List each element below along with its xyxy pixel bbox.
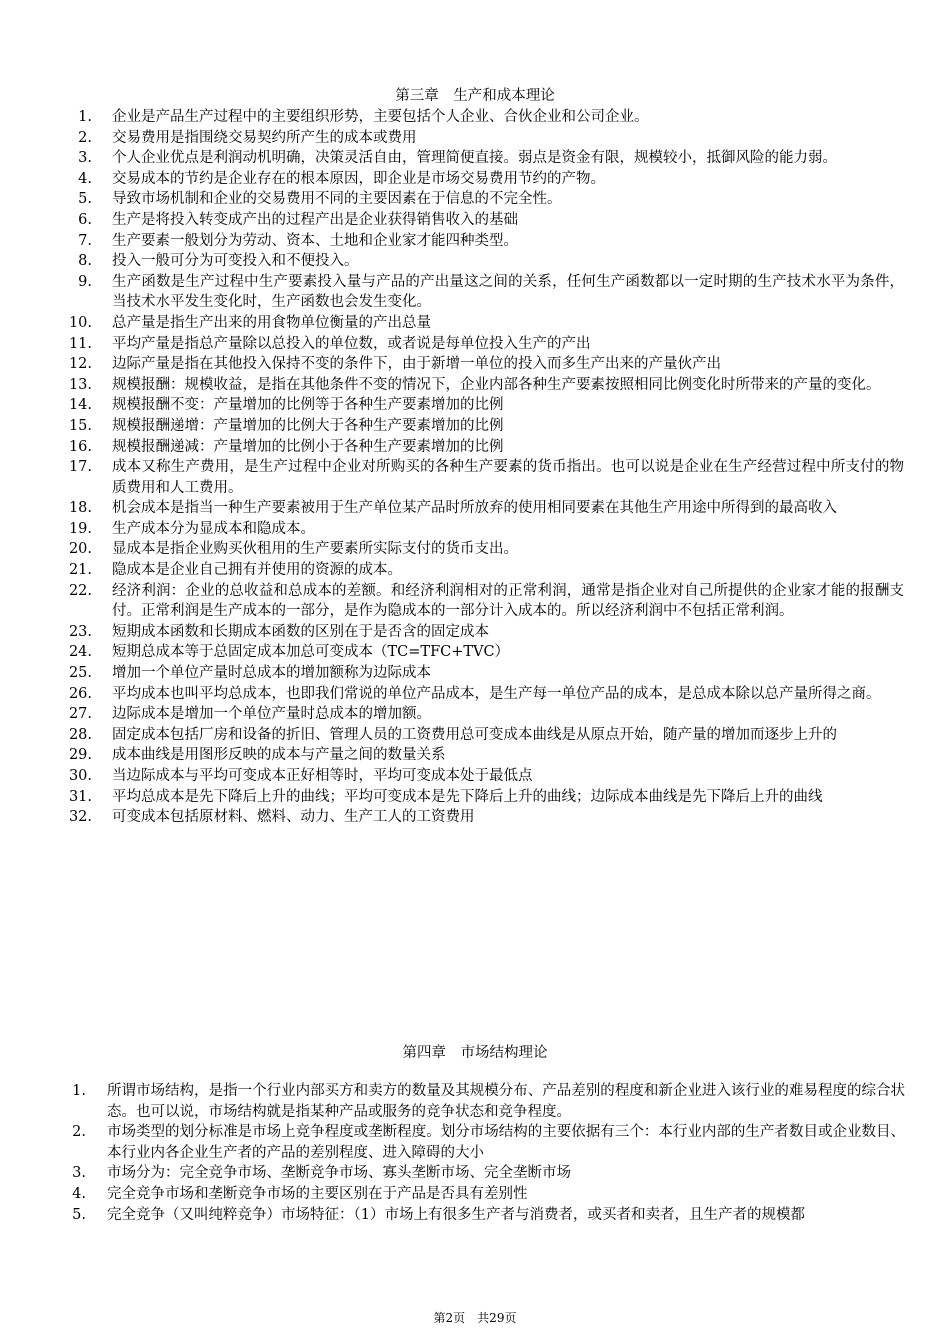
- item-number: 2.: [72, 1124, 86, 1141]
- item-number: 20.: [68, 541, 92, 558]
- item-number: 24.: [68, 644, 92, 661]
- item-text: 短期成本函数和长期成本函数的区别在于是否含的固定成本: [112, 623, 489, 640]
- item-number: 14.: [68, 397, 92, 414]
- item-number: 31.: [68, 788, 92, 805]
- list-item: [0, 313, 950, 334]
- item-text: 所谓市场结构，是指一个行业内部买方和卖方的数量及其规模分布、产品差别的程度和新企业进入该行业的难易程度的综合状态。也可以说，市场结构就是指某种产品或服务的竞争状态和竞争程度。: [107, 1083, 905, 1120]
- item-number: 15.: [68, 417, 92, 434]
- item-text: 生产要素一般划分为劳动、资本、土地和企业家才能四种类型。: [112, 232, 518, 249]
- list-item: [0, 745, 950, 766]
- item-number: 8.: [78, 253, 92, 270]
- list-item: [0, 766, 950, 787]
- list-item: [0, 189, 950, 210]
- item-text: 可变成本包括原材料、燃料、动力、生产工人的工资费用: [112, 809, 475, 826]
- list-item: [0, 539, 950, 560]
- list-item: [0, 231, 950, 252]
- list-item: [0, 519, 950, 540]
- item-number: 12.: [68, 356, 92, 373]
- item-number: 19.: [68, 520, 92, 537]
- list-item: [0, 251, 950, 272]
- list-item: [0, 107, 950, 128]
- item-text: 成本又称生产费用，是生产过程中企业对所购买的各种生产要素的货币指出。也可以说是企业在生产经营过程中所支付的物质费用和人工费用。: [112, 459, 904, 496]
- item-text: 固定成本包括厂房和设备的折旧、管理人员的工资费用总可变成本曲线是从原点开始，随产量的增加而逐步上升的: [112, 726, 837, 743]
- item-number: 6.: [78, 211, 92, 228]
- item-text: 导致市场机制和企业的交易费用不同的主要因素在于信息的不完全性。: [112, 191, 562, 208]
- item-number: 27.: [68, 706, 92, 723]
- list-item: [0, 437, 950, 458]
- item-text: 交易费用是指围绕交易契约所产生的成本或费用: [112, 129, 417, 146]
- item-text: 规模报酬递增：产量增加的比例大于各种生产要素增加的比例: [112, 417, 504, 434]
- item-number: 22.: [68, 582, 92, 599]
- item-number: 4.: [72, 1185, 86, 1202]
- item-number: 10.: [68, 314, 92, 331]
- item-number: 2.: [78, 129, 92, 146]
- list-item: [0, 272, 950, 313]
- item-number: 26.: [68, 685, 92, 702]
- list-item: [0, 395, 950, 416]
- chapter-3-list: [0, 107, 950, 828]
- list-item: [0, 128, 950, 149]
- item-text: 完全竞争（又叫纯粹竞争）市场特征：（1）市场上有很多生产者与消费者，或买者和卖者，且生产者的规模都: [107, 1206, 805, 1223]
- item-text: 规模报酬递减：产量增加的比例小于各种生产要素增加的比例: [112, 438, 504, 455]
- item-number: 25.: [68, 665, 92, 682]
- list-item: [0, 375, 950, 396]
- item-text: 增加一个单位产量时总成本的增加额称为边际成本: [112, 665, 431, 682]
- list-item: [0, 622, 950, 643]
- item-text: 投入一般可分为可变投入和不便投入。: [112, 253, 359, 270]
- item-number: 29.: [68, 747, 92, 764]
- item-text: 平均产量是指总产量除以总投入的单位数，或者说是每单位投入生产的产出: [112, 335, 591, 352]
- list-item: [0, 169, 950, 190]
- list-item: [0, 663, 950, 684]
- page-footer: 第2页 共29页: [433, 1311, 517, 1325]
- item-text: 短期总成本等于总固定成本加总可变成本（TC=TFC+TVC）: [112, 644, 510, 661]
- list-item: [0, 1205, 950, 1226]
- list-item: [0, 807, 950, 828]
- item-text: 平均成本也叫平均总成本，也即我们常说的单位产品成本，是生产每一单位产品的成本，是总成本除以总产量所得之商。: [112, 685, 881, 702]
- list-item: [0, 1163, 950, 1184]
- item-number: 17.: [68, 459, 92, 476]
- list-item: [0, 354, 950, 375]
- item-text: 企业是产品生产过程中的主要组织形势，主要包括个人企业、合伙企业和公司企业。: [112, 109, 649, 125]
- list-item: [0, 334, 950, 355]
- list-item: [0, 1184, 950, 1205]
- item-number: 21.: [68, 562, 92, 579]
- list-item: [0, 787, 950, 808]
- item-text: 机会成本是指当一种生产要素被用于生产单位某产品时所放弃的使用相同要素在其他生产用途中所得到的最高收入: [112, 500, 837, 517]
- item-text: 显成本是指企业购买伙租用的生产要素所实际支付的货币支出。: [112, 541, 518, 558]
- item-text: 规模报酬：规模收益，是指在其他条件不变的情况下，企业内部各种生产要素按照相同比例变化时所带来的产量的变化。: [112, 376, 881, 393]
- item-text: 生产成本分为显成本和隐成本。: [112, 520, 315, 537]
- list-item: [0, 725, 950, 746]
- list-item: [0, 457, 950, 498]
- list-item: [0, 684, 950, 705]
- item-number: 3.: [78, 150, 92, 167]
- item-text: 边际成本是增加一个单位产量时总成本的增加额。: [112, 706, 431, 723]
- item-text: 完全竞争市场和垄断竞争市场的主要区别在于产品是否具有差别性: [107, 1185, 528, 1202]
- item-number: 7.: [78, 232, 92, 249]
- item-text: 个人企业优点是利润动机明确，决策灵活自由，管理简便直接。弱点是资金有限，规模较小，抵御风险的能力弱。: [112, 150, 837, 167]
- list-item: [0, 704, 950, 725]
- list-item: [0, 581, 950, 622]
- item-number: 3.: [72, 1165, 86, 1182]
- list-item: [0, 642, 950, 663]
- item-text: 生产函数是生产过程中生产要素投入量与产品的产出量这之间的关系，任何生产函数都以一定时期的生产技术水平为条件，当技术水平发生变化时，生产函数也会发生变化。: [112, 273, 904, 311]
- item-text: 平均总成本是先下降后上升的曲线；平均可变成本是先下降后上升的曲线；边际成本曲线是先下降后上升的曲线: [112, 788, 823, 805]
- list-item: [0, 416, 950, 437]
- chapter-4-title: 第四章 市场结构理论: [402, 1045, 548, 1061]
- item-text: 成本曲线是用图形反映的成本与产量之间的数量关系: [112, 747, 446, 764]
- item-number: 32.: [68, 809, 92, 826]
- item-number: 5.: [72, 1206, 86, 1223]
- item-number: 23.: [68, 623, 92, 640]
- item-number: 1.: [78, 109, 92, 125]
- list-item: [0, 1081, 950, 1122]
- list-item: [0, 560, 950, 581]
- item-text: 市场类型的划分标准是市场上竞争程度或垄断程度。划分市场结构的主要依据有三个：本行业内部的生产者数目或企业数目、本行业内各企业生产者的产品的差别程度、进入障碍的大小: [107, 1124, 905, 1161]
- list-item: [0, 1122, 950, 1163]
- item-text: 市场分为：完全竞争市场、垄断竞争市场、寡头垄断市场、完全垄断市场: [107, 1165, 571, 1182]
- item-text: 经济利润：企业的总收益和总成本的差额。和经济利润相对的正常利润，通常是指企业对自己所提供的企业家才能的报酬支付。正常利润是生产成本的一部分，是作为隐成本的一部分计入成本的。所以经济利润中不包括正常利润。: [112, 582, 904, 620]
- item-text: 当边际成本与平均可变成本正好相等时，平均可变成本处于最低点: [112, 768, 533, 784]
- list-item: [0, 148, 950, 169]
- list-item: [0, 498, 950, 519]
- item-number: 16.: [68, 438, 92, 455]
- item-text: 规模报酬不变：产量增加的比例等于各种生产要素增加的比例: [112, 397, 504, 414]
- item-number: 11.: [68, 335, 92, 352]
- chapter-3-title: 第三章 生产和成本理论: [395, 88, 555, 104]
- item-text: 生产是将投入转变成产出的过程产出是企业获得销售收入的基础: [112, 211, 518, 228]
- item-text: 交易成本的节约是企业存在的根本原因，即企业是市场交易费用节约的产物。: [112, 170, 605, 187]
- item-number: 18.: [68, 500, 92, 517]
- item-number: 9.: [78, 273, 92, 290]
- item-number: 5.: [78, 191, 92, 208]
- item-number: 13.: [68, 376, 92, 393]
- item-number: 1.: [72, 1083, 86, 1099]
- list-item: [0, 210, 950, 231]
- item-number: 4.: [78, 170, 92, 187]
- item-number: 30.: [68, 768, 92, 784]
- chapter-4-list: [0, 1081, 950, 1225]
- item-number: 28.: [68, 726, 92, 743]
- item-text: 总产量是指生产出来的用食物单位衡量的产出总量: [112, 314, 431, 331]
- item-text: 隐成本是企业自己拥有并使用的资源的成本。: [112, 562, 402, 579]
- item-text: 边际产量是指在其他投入保持不变的条件下，由于新增一单位的投入而多生产出来的产量伙产出: [112, 356, 721, 373]
